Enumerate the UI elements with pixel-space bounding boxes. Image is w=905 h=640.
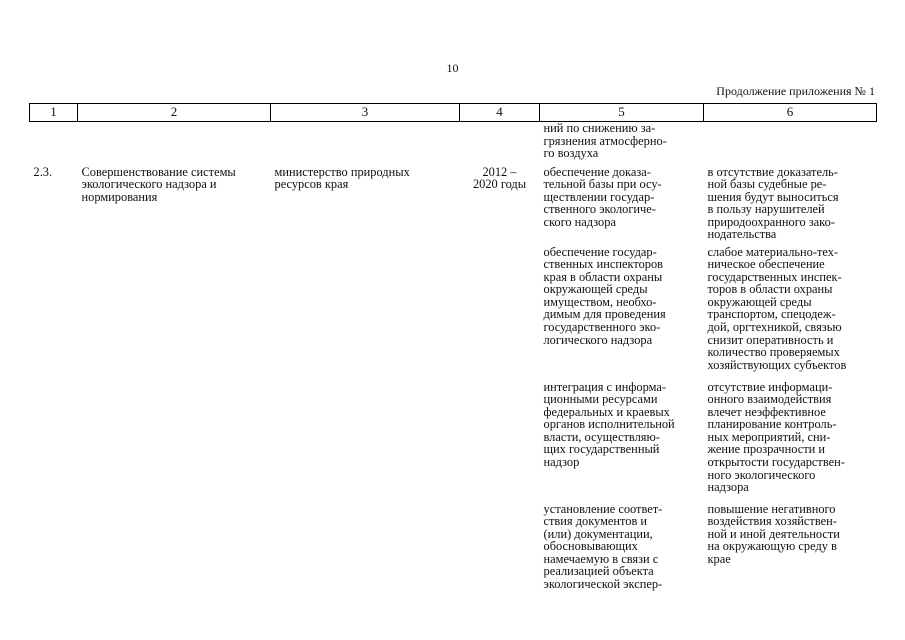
col-header-6: 6 bbox=[704, 104, 877, 122]
result-item: интеграция с информа- ционными ресурсами федеральных и краевых органов исполнительной власти, осуществляю- щих государственный надзор bbox=[543, 379, 675, 470]
col-header-2: 2 bbox=[78, 104, 271, 122]
appendix-table bbox=[29, 103, 877, 591]
risk-item: повышение негативного воздействия хозяйствен- ной и иной деятельности на окружающую среду в крае bbox=[707, 501, 840, 566]
result-item: обеспечение государ- ственных инспекторов края в области охраны окружающей среды имуществом, необхо- димым для проведения государственного эко- логического надзора bbox=[543, 244, 666, 347]
col-header-3: 3 bbox=[271, 104, 460, 122]
carry-over-risk bbox=[704, 122, 877, 165]
col-header-1: 1 bbox=[30, 104, 78, 122]
row-number: 2.3. bbox=[33, 164, 53, 179]
carry-over-row bbox=[30, 122, 877, 165]
results-column bbox=[540, 165, 704, 591]
risks-column bbox=[704, 165, 877, 591]
table-header-row bbox=[30, 104, 877, 122]
page-number: 10 bbox=[446, 61, 459, 75]
table-row bbox=[30, 165, 877, 591]
risk-item: слабое материально-тех- ническое обеспечение государственных инспек- торов в области охраны окружающей среды транспортом, спецодеж- дой, оргтехникой, связью снизит оперативность и количество проверяемых хозяйствующих субъектов bbox=[707, 244, 847, 372]
result-item: установление соответ- ствия документов и (или) документации, обосновывающих намечаемую в связи с реализацией объекта экологической экспер- bbox=[543, 501, 663, 592]
carry-over-result: ний по снижению за- грязнения атмосферно- го воздуха bbox=[543, 121, 667, 161]
risk-item: отсутствие информаци- онного взаимодействия влечет неэффективное планирование контроль- ных мероприятий, сни- жение прозрачности и открытости государствен- ного экологического надзора bbox=[707, 379, 845, 495]
measure-title: Совершенствование системы экологического надзора и нормирования bbox=[81, 164, 236, 204]
col-header-5: 5 bbox=[540, 104, 704, 122]
period: 2012 – 2020 годы bbox=[472, 164, 527, 192]
risk-item: в отсутствие доказатель- ной базы судебные ре- шения будут выноситься в пользу нарушителей природоохранного зако- нодательства bbox=[707, 164, 839, 242]
col-header-4: 4 bbox=[460, 104, 540, 122]
result-item: обеспечение доказа- тельной базы при осу- ществлении государ- ственного экологиче- ского надзора bbox=[543, 164, 662, 229]
executor: министерство природных ресурсов края bbox=[274, 164, 410, 192]
continuation-label: Продолжение приложения № 1 bbox=[716, 84, 875, 98]
